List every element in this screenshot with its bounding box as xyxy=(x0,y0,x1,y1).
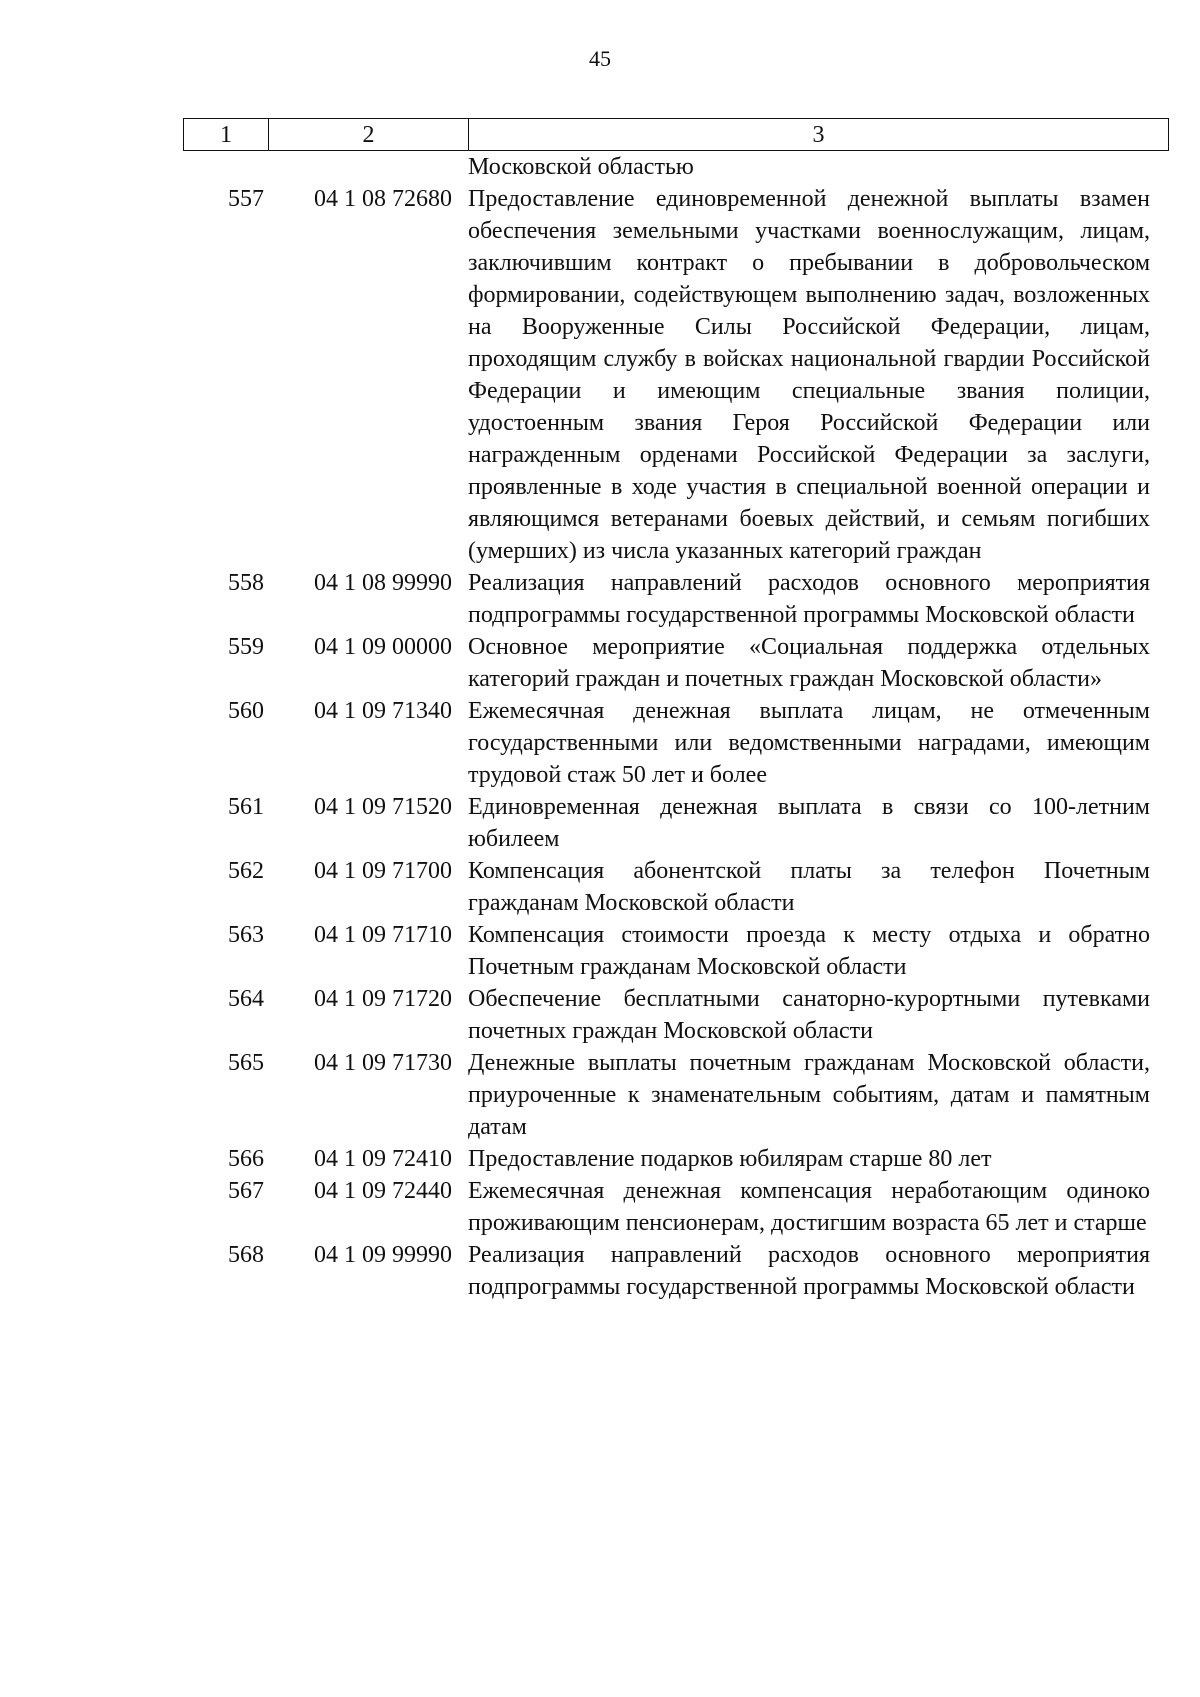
column-header-2: 2 xyxy=(269,119,469,151)
row-description: Ежемесячная денежная выплата лицам, не отмеченным государственными или ведомственными наградами, имеющим трудовой стаж 50 лет и более xyxy=(468,698,1150,788)
row-number: 568 xyxy=(228,1242,264,1268)
column-header-table xyxy=(183,118,1169,151)
row-number: 561 xyxy=(228,794,264,820)
table-row xyxy=(183,183,1168,567)
page-number: 45 xyxy=(589,46,611,71)
row-description: Денежные выплаты почетным гражданам Московской области, приуроченные к знаменательным событиям, датам и памятным датам xyxy=(468,1050,1150,1140)
table-row xyxy=(183,1175,1168,1239)
row-number: 563 xyxy=(228,922,264,948)
row-description: Компенсация стоимости проезда к месту отдыха и обратно Почетным гражданам Московской области xyxy=(468,922,1150,980)
column-header-row xyxy=(184,119,1169,151)
table-row xyxy=(183,855,1168,919)
table-row xyxy=(183,695,1168,791)
table-row xyxy=(183,567,1168,631)
row-description: Основное мероприятие «Социальная поддержка отдельных категорий граждан и почетных граждан Московской области» xyxy=(468,634,1150,692)
row-description: Компенсация абонентской платы за телефон Почетным гражданам Московской области xyxy=(468,858,1150,916)
table-row xyxy=(183,983,1168,1047)
row-number: 558 xyxy=(228,570,264,596)
row-description: Реализация направлений расходов основного мероприятия подпрограммы государственной программы Московской области xyxy=(468,570,1150,628)
row-code: 04 1 09 71730 xyxy=(314,1050,452,1076)
table-row xyxy=(183,1239,1168,1303)
row-code: 04 1 09 71720 xyxy=(314,986,452,1012)
row-description: Ежемесячная денежная компенсация неработающим одиноко проживающим пенсионерам, достигшим возраста 65 лет и старше xyxy=(468,1178,1150,1236)
row-code: 04 1 09 72440 xyxy=(314,1178,452,1204)
row-description: Предоставление подарков юбилярам старше 80 лет xyxy=(468,1146,992,1172)
row-number: 566 xyxy=(228,1146,264,1172)
row-code: 04 1 09 72410 xyxy=(314,1146,452,1172)
row-code: 04 1 09 71520 xyxy=(314,794,452,820)
row-code: 04 1 09 71710 xyxy=(314,922,452,948)
table-row xyxy=(183,919,1168,983)
row-code: 04 1 08 72680 xyxy=(314,186,452,212)
row-number: 564 xyxy=(228,986,264,1012)
row-code: 04 1 09 71700 xyxy=(314,858,452,884)
row-code: 04 1 09 00000 xyxy=(314,634,452,660)
row-number: 562 xyxy=(228,858,264,884)
row-code: 04 1 09 99990 xyxy=(314,1242,452,1268)
row-description: Единовременная денежная выплата в связи со 100-летним юбилеем xyxy=(468,794,1150,852)
row-number: 557 xyxy=(228,186,264,212)
row-description: Обеспечение бесплатными санаторно-курортными путевками почетных граждан Московской области xyxy=(468,986,1150,1044)
column-header-1: 1 xyxy=(184,119,269,151)
row-number: 565 xyxy=(228,1050,264,1076)
continuation-text: Московской областью xyxy=(468,154,694,180)
continuation-row xyxy=(183,151,1168,183)
column-header-3: 3 xyxy=(469,119,1169,151)
table-body xyxy=(183,151,1168,1303)
row-code: 04 1 09 71340 xyxy=(314,698,452,724)
row-description: Реализация направлений расходов основного мероприятия подпрограммы государственной программы Московской области xyxy=(468,1242,1150,1300)
table-row xyxy=(183,791,1168,855)
row-description: Предоставление единовременной денежной выплаты взамен обеспечения земельными участками военнослужащим, лицам, заключившим контракт о пребывании в добровольческом формировании, содействующем выполнению задач, возложенных на Вооруженные Силы Российской Федерации, лицам, проходящим службу в войсках национальной гвардии Российской Федерации и имеющим специальные звания полиции, удостоенным звания Героя Российской Федерации или награжденным орденами Российской Федерации за заслуги, проявленные в ходе участия в специальной военной операции и являющимся ветеранами боевых действий, и семьям погибших (умерших) из числа указанных категорий граждан xyxy=(468,186,1150,564)
row-number: 559 xyxy=(228,634,264,660)
table-row xyxy=(183,631,1168,695)
row-number: 560 xyxy=(228,698,264,724)
table-row xyxy=(183,1143,1168,1175)
row-code: 04 1 08 99990 xyxy=(314,570,452,596)
table-row xyxy=(183,1047,1168,1143)
row-number: 567 xyxy=(228,1178,264,1204)
